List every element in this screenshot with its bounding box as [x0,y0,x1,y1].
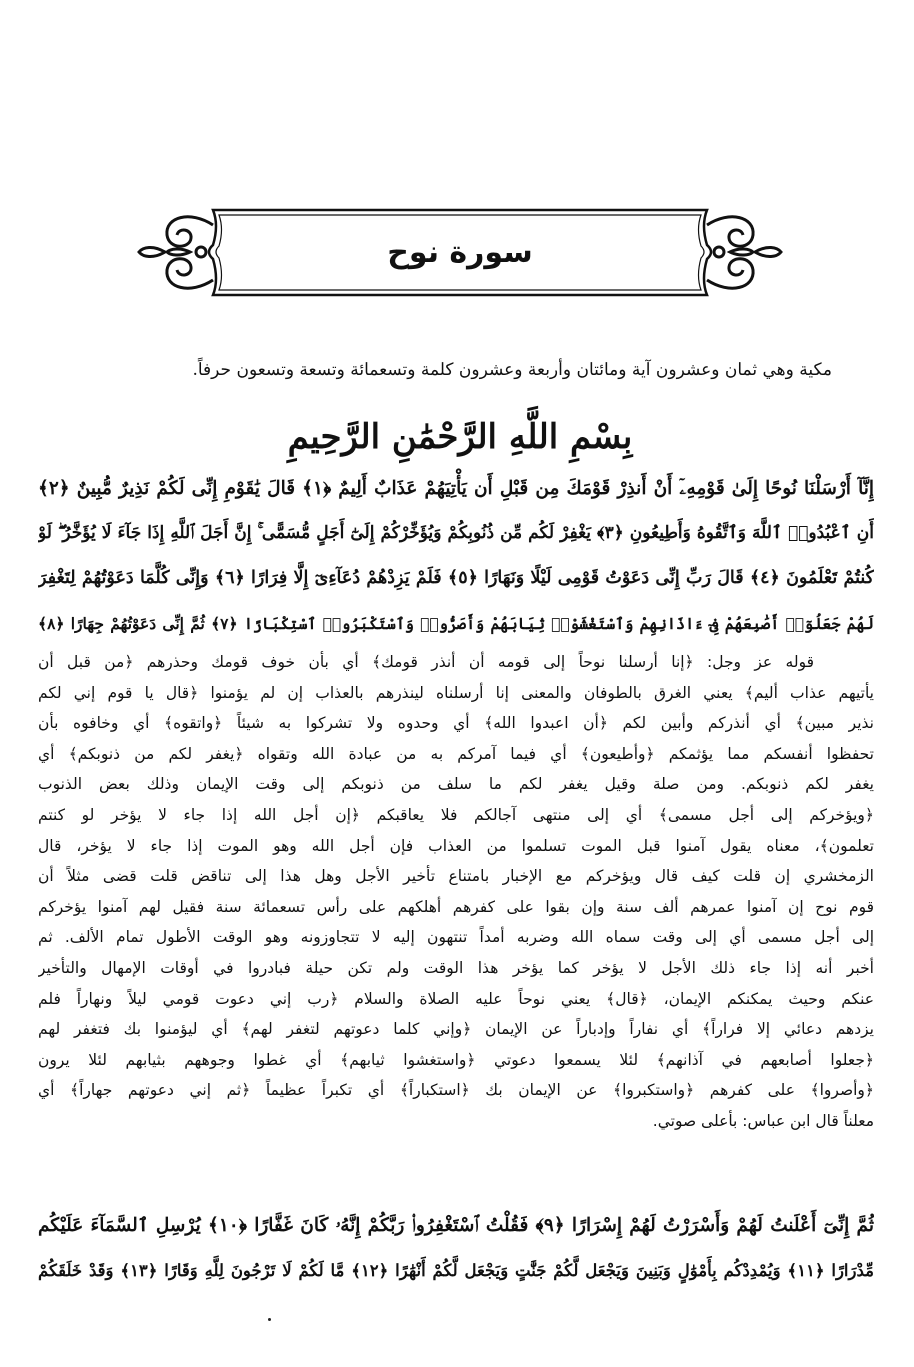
surah-title: سورة نوح [387,235,533,270]
tafsir-line: قوم نوح إن آمنوا عمرهم ألف سنة وإن بقوا على كفرهم أهلكهم على رأس تسعمائة سنة فقيل لهم آمنوا يؤخركم [38,897,874,916]
tafsir-line: ﴿جعلوا أصابعهم في آذانهم﴾ لئلا يسمعوا دعوتي ﴿واستغشوا ثيابهم﴾ أي غطوا وجوههم بثيابهم لئلا يرون [38,1050,874,1069]
tafsir-line: إلى أجل مسمى أي إلى وقت سماه الله وضربه أمداً تنتهون إليه لا تتجاوزونه وهو الوقت الأطول تمام الألف. ثم [38,928,874,947]
tafsir-line: يأتيهم عذاب أليم﴾ يعني الغرق بالطوفان والمعنى إنا أرسلناه لينذرهم بالعذاب إن لم يؤمنوا ﴿قال يا قوم إني لكم [38,683,874,702]
tafsir-commentary [38,647,874,1137]
tafsir-line: معلناً قال ابن عباس: بأعلى صوتي. [652,1111,874,1130]
tafsir-line: تعلمون﴾، معناه يقول آمنوا قبل الموت تسلموا من العذاب فإن أجل الله وهو الموت إذا جاء لا يؤخر، قال [38,836,874,855]
tafsir-line: قوله عز وجل: ﴿إنا أرسلنا نوحاً إلى قومه أن أنذر قومك﴾ أي بأن خوف قومك وحذرهم ﴿من قبل أن [38,653,814,671]
quran-verses-block-2 [38,1203,874,1293]
tafsir-line: يغفر لكم ذنوبكم. ومن صلة وقيل يغفر لكم ما سلف من ذنوبكم إلى وقت الإيمان وذلك بعض الذنوب [38,775,874,794]
surah-title-banner [135,205,785,300]
tafsir-line: عنكم وحيث يمكنكم الإيمان، ﴿قال﴾ يعني نوحاً عليه الصلاة والسلام ﴿رب إني دعوت قومي ليلاً ونهاراً فلم [38,989,874,1008]
tafsir-line: يزدهم دعائي إلا فراراً﴾ أي نفاراً وإدباراً عن الإيمان ﴿وإني كلما دعوتهم لتغفر لهم﴾ أي ليؤمنوا بك فتغفر لهم [38,1020,874,1039]
tafsir-line: ﴿وأصروا﴾ على كفرهم ﴿واستكبروا﴾ عن الإيمان بك ﴿استكباراً﴾ أي تكبراً عظيماً ﴿ثم إني دعوتهم جهاراً﴾ أي [38,1081,874,1100]
basmala: بِسْمِ اللَّهِ الرَّحْمَٰنِ الرَّحِيمِ [287,417,633,457]
quran-line: لَهُمْ جَعَلُوٓا۟ أَصَٰبِعَهُمْ فِىٓ ءَاذَانِهِمْ وَٱسْتَغْشَوْا۟ ثِيَابَهُمْ وَأَصَرُّوا۟ وَٱسْتَكْبَرُوا۟ ٱسْتِكْبَارًا ﴿٧﴾ ثُمَّ إِنِّى دَعَوْتُهُمْ جِهَارًا ﴿٨﴾ [38,614,874,633]
quran-line: إِنَّآ أَرْسَلْنَا نُوحًا إِلَىٰ قَوْمِهِۦٓ أَنْ أَنذِرْ قَوْمَكَ مِن قَبْلِ أَن يَأْتِيَهُمْ عَذَابٌ أَلِيمٌ ﴿١﴾ قَالَ يَٰقَوْمِ إِنِّى لَكُمْ نَذِيرٌ مُّبِينٌ ﴿٢﴾ [38,478,874,499]
quran-line: ثُمَّ إِنِّىٓ أَعْلَنتُ لَهُمْ وَأَسْرَرْتُ لَهُمْ إِسْرَارًا ﴿٩﴾ فَقُلْتُ ٱسْتَغْفِرُوا۟ رَبَّكُمْ إِنَّهُۥ كَانَ غَفَّارًا ﴿١٠﴾ يُرْسِلِ ٱلسَّمَآءَ عَلَيْكُم [38,1215,874,1236]
tafsir-line: الزمخشري إن قلت كيف قال ويؤخركم مع الإخبار بامتناع تأخير الأجل وهل هذا إلى تناقض قلت قضى مثلاً أن [38,867,874,886]
surah-intro: مكية وهي ثمان وعشرون آية ومائتان وأربعة وعشرون كلمة وتسعمائة وتسعة وتسعون حرفاً. [192,360,832,380]
tafsir-line: نذير مبين﴾ أي أنذركم وأبين لكم ﴿أن اعبدوا الله﴾ أي وحدوه ولا تشركوا به شيئاً ﴿واتقوه﴾ أي وخافوه بأن [38,714,874,733]
page-mark [268,1318,271,1321]
quran-verses-block-1 [38,466,874,646]
tafsir-line: أخبر أنه إذا جاء ذلك الأجل لا يؤخر كما يؤخر هذا الوقت ولم تكن حيلة فبادروا في أوقات الإمهال والتأخير [38,958,874,977]
quran-line: مِّدْرَارًا ﴿١١﴾ وَيُمْدِدْكُم بِأَمْوَٰلٍ وَبَنِينَ وَيَجْعَل لَّكُمْ جَنَّٰتٍ وَيَجْعَل لَّكُمْ أَنْهَٰرًا ﴿١٢﴾ مَّا لَكُمْ لَا تَرْجُونَ لِلَّهِ وَقَارًا ﴿١٣﴾ وَقَدْ خَلَقَكُمْ [38,1261,874,1280]
tafsir-line: تحفظوا أنفسكم مما يؤثمكم ﴿وأطيعون﴾ أي فيما آمركم به من عبادة الله وتقواه ﴿يغفر لكم من ذنوبكم﴾ أي [38,744,874,763]
tafsir-line: ﴿ويؤخركم إلى أجل مسمى﴾ أي إلى منتهى آجالكم فلا يعاقبكم ﴿إن أجل الله إذا جاء لا يؤخر لو كنتم [38,805,874,824]
quran-line: أَنِ ٱعْبُدُوا۟ ٱللَّهَ وَٱتَّقُوهُ وَأَطِيعُونِ ﴿٣﴾ يَغْفِرْ لَكُم مِّن ذُنُوبِكُمْ وَيُؤَخِّرْكُمْ إِلَىٰٓ أَجَلٍ مُّسَمًّى ۚ إِنَّ أَجَلَ ٱللَّهِ إِذَا جَآءَ لَا يُؤَخَّرُ ۖ لَوْ [38,523,874,543]
quran-line: كُنتُمْ تَعْلَمُونَ ﴿٤﴾ قَالَ رَبِّ إِنِّى دَعَوْتُ قَوْمِى لَيْلًا وَنَهَارًا ﴿٥﴾ فَلَمْ يَزِدْهُمْ دُعَآءِىٓ إِلَّا فِرَارًا ﴿٦﴾ وَإِنِّى كُلَّمَا دَعَوْتُهُمْ لِتَغْفِرَ [38,568,874,588]
